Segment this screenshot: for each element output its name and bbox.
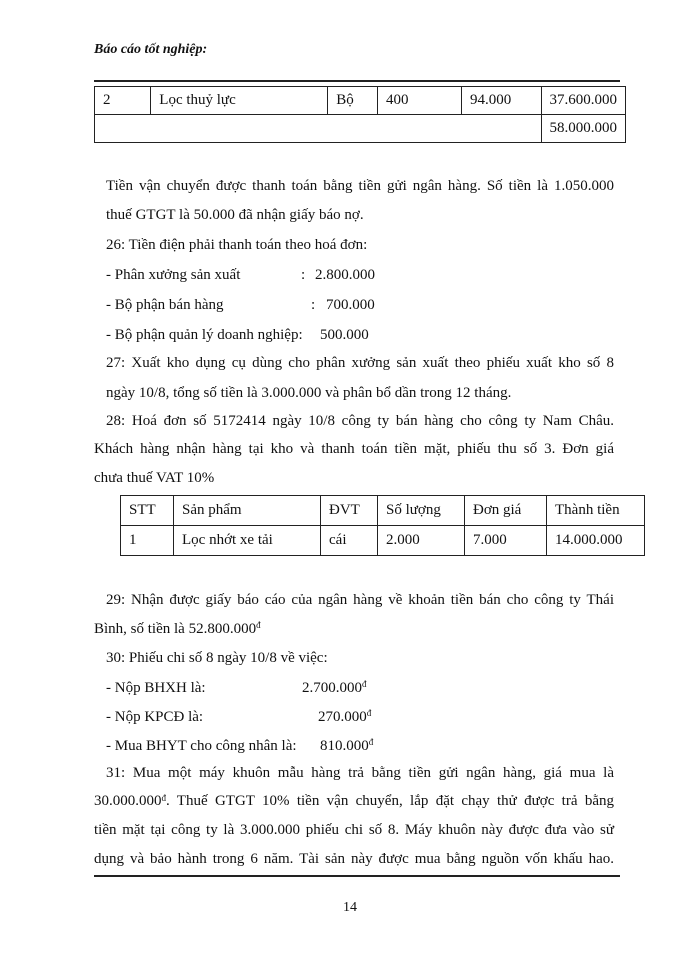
table-cell-product: Lọc nhớt xe tải [174,526,321,556]
item-label: - Bộ phận bán hàng [106,297,224,313]
equipment-table [94,86,626,143]
header-rule [94,80,620,82]
list-item [106,297,375,314]
paragraph-text: . Thuế GTGT 10% tiền vận chuyển, lắp đặt chạy thử được trả bằng [166,793,614,809]
item-value: 700.000 [326,297,375,313]
paragraph-line: 27: Xuất kho dụng cụ dùng cho phân xưởng sản xuất theo phiếu xuất kho số 8 [106,355,614,371]
paragraph-line: chưa thuế VAT 10% [94,470,215,486]
table-cell-unit: Bộ [328,87,378,115]
table-cell-total: 14.000.000 [547,526,645,556]
paragraph-line [94,793,614,810]
paragraph-line: 31: Mua một máy khuôn mẫu hàng trả bằng tiền gửi ngân hàng, giá mua là [106,765,614,781]
currency-symbol: đ [368,737,374,747]
table-cell-unit: cái [321,526,378,556]
table-cell-price: 94.000 [461,87,541,115]
table-cell-quantity: 2.000 [378,526,465,556]
table-cell-quantity: 400 [377,87,461,115]
column-header: Sản phẩm [174,496,321,526]
item-value: 2.800.000 [315,267,375,283]
table-row [121,526,645,556]
item-separator: : [301,267,306,283]
column-header: STT [121,496,174,526]
table-cell-price: 7.000 [465,526,547,556]
table-cell-stt: 1 [121,526,174,556]
section-title: 30: Phiếu chi số 8 ngày 10/8 về việc: [106,650,328,666]
list-item [106,737,373,755]
table-row-total [95,115,626,143]
table-cell-empty [95,115,542,143]
list-item [106,267,375,284]
item-value: 2.700.000 [302,680,362,696]
section-title: 26: Tiền điện phải thanh toán theo hoá đơn: [106,237,368,253]
column-header: Thành tiền [547,496,645,526]
table-cell-stt: 2 [95,87,151,115]
item-value: 810.000 [320,738,369,754]
product-table [120,495,645,556]
paragraph-line: 29: Nhận được giấy báo cáo của ngân hàng về khoản tiền bán cho công ty Thái [106,592,614,608]
paragraph-text: 30.000.000 [94,793,162,809]
table-row [95,87,626,115]
paragraph-line: Tiền vận chuyển được thanh toán bằng tiền gửi ngân hàng. Số tiền là 1.050.000 [106,178,614,194]
currency-symbol: đ [366,708,372,718]
item-label: - Bộ phận quản lý doanh nghiệp: [106,327,303,343]
document-header: Báo cáo tốt nghiệp: [94,42,208,57]
table-cell-grand-total: 58.000.000 [541,115,626,143]
paragraph-line: ngày 10/8, tổng số tiền là 3.000.000 và phân bổ dần trong 12 tháng. [106,385,512,401]
paragraph-line: Khách hàng nhận hàng tại kho và thanh toán tiền mặt, phiếu thu số 3. Đơn giá [94,441,614,457]
list-item [106,679,367,697]
item-label: - Nộp KPCĐ là: [106,709,204,725]
column-header: Số lượng [378,496,465,526]
paragraph-line: thuế GTGT là 50.000 đã nhận giấy báo nợ. [106,207,364,223]
paragraph-text: Bình, số tiền là 52.800.000 [94,621,257,637]
paragraph-line [94,620,261,638]
table-cell-total: 37.600.000 [541,87,626,115]
footer-rule [94,875,620,877]
list-item [106,708,371,726]
item-label: - Nộp BHXH là: [106,680,206,696]
item-value: 270.000 [318,709,367,725]
list-item [106,327,369,344]
currency-symbol: đ [362,679,367,689]
item-label: - Phân xưởng sản xuất [106,267,241,283]
paragraph-line: dụng và bảo hành trong 6 năm. Tài sản này được mua bằng nguồn vốn khấu hao. [94,851,614,867]
paragraph-line: tiền mặt tại công ty là 3.000.000 phiếu chi số 8. Máy khuôn này được đưa vào sử [94,822,614,838]
item-label: - Mua BHYT cho công nhân là: [106,738,297,754]
column-header: Đơn giá [465,496,547,526]
item-separator: : [311,297,316,313]
table-header-row [121,496,645,526]
item-value: 500.000 [320,327,369,343]
page-number: 14 [343,900,357,915]
currency-symbol: đ [161,793,166,803]
currency-symbol: đ [256,620,261,630]
paragraph-line: 28: Hoá đơn số 5172414 ngày 10/8 công ty bán hàng cho công ty Nam Châu. [106,413,614,429]
table-cell-product: Lọc thuỷ lực [151,87,328,115]
column-header: ĐVT [321,496,378,526]
